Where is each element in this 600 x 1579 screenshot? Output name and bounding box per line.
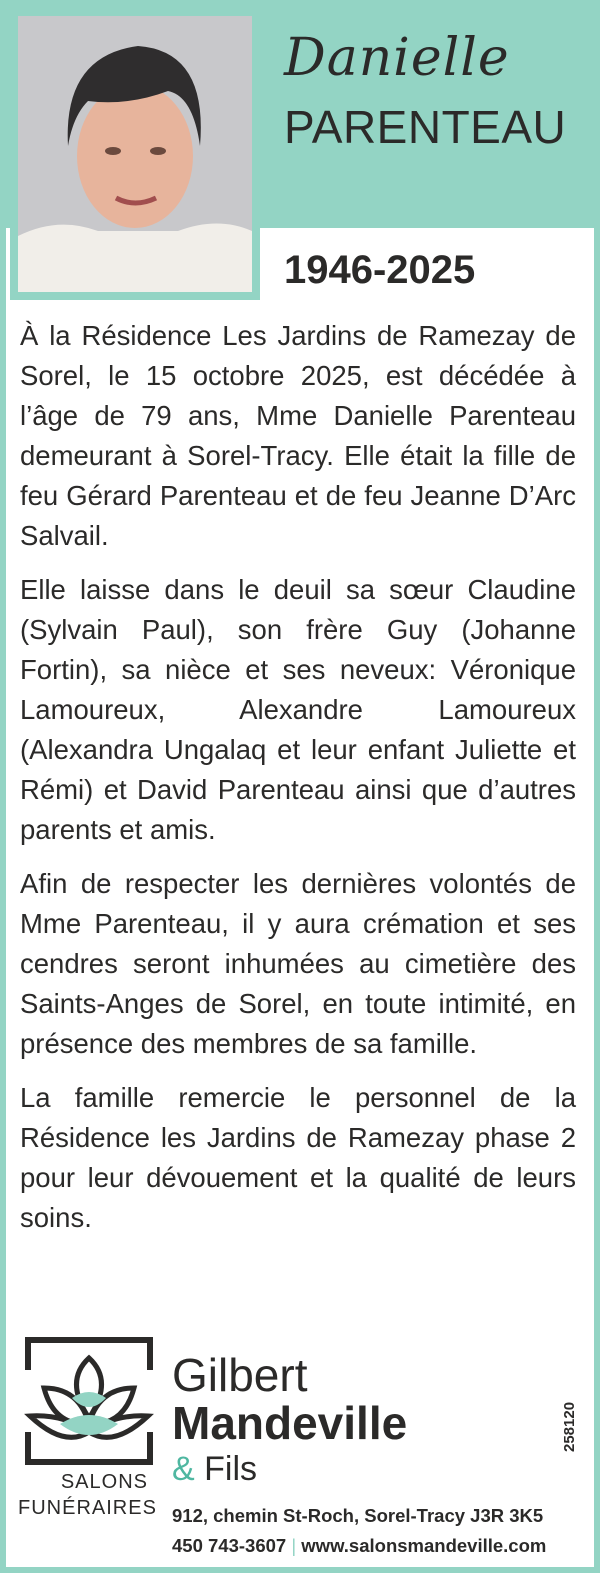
lotus-logo-icon xyxy=(24,1336,154,1466)
brand-name-gilbert: Gilbert xyxy=(172,1349,308,1401)
contact-line xyxy=(172,1535,546,1557)
funeraires-text: FUNÉRAIRES xyxy=(18,1497,157,1519)
paragraph-arrangements: Afin de respecter les dernières volontés de Mme Parenteau, il y aura crémation et ses cendres seront inhumées au cimetière des Saints-Anges de Sorel, en toute intimité, en présence des membres de sa famille. xyxy=(20,868,576,1059)
brand-fils-text: Fils xyxy=(204,1450,258,1488)
life-years: 1946-2025 xyxy=(284,248,476,292)
salons-funeraires-label xyxy=(18,1469,157,1521)
first-name: Danielle xyxy=(284,28,510,88)
last-name: PARENTEAU xyxy=(284,101,567,153)
phone-number: 450 743-3607 xyxy=(172,1535,287,1556)
website-link[interactable]: www.salonsmandeville.com xyxy=(301,1535,547,1556)
reference-number: 258120 xyxy=(561,1401,578,1452)
paragraph-thanks: La famille remercie le personnel de la Résidence les Jardins de Ramezay phase 2 pour leur dévouement et la qualité de leurs soins. xyxy=(20,1082,576,1233)
address: 912, chemin St-Roch, Sorel-Tracy J3R 3K5 xyxy=(172,1505,544,1526)
ampersand: & xyxy=(172,1450,195,1488)
salons-text: SALONS xyxy=(60,1471,148,1493)
obituary-text xyxy=(20,316,576,1252)
portrait-image xyxy=(18,16,252,292)
portrait-photo xyxy=(10,8,260,300)
paragraph-death: À la Résidence Les Jardins de Ramezay de Sorel, le 15 octobre 2025, est décédée à l’âge de 79 ans, Mme Danielle Parenteau demeurant à Sorel-Tracy. Elle était la fille de feu Gérard Parenteau et de feu Jeanne D’Arc Salvail. xyxy=(20,320,576,551)
brand-name-mandeville: Mandeville xyxy=(172,1397,408,1449)
paragraph-survivors: Elle laisse dans le deuil sa sœur Claudine (Sylvain Paul), son frère Guy (Johanne Fortin), sa nièce et ses neveux: Véronique Lamoureux, Alexandre Lamoureux (Alexandra Ungalaq et leur enfant Juliette et Rémi) et David Parenteau ainsi que d’autres parents et amis. xyxy=(20,574,576,845)
brand-name-fils xyxy=(172,1452,257,1486)
separator: | xyxy=(291,1535,297,1556)
